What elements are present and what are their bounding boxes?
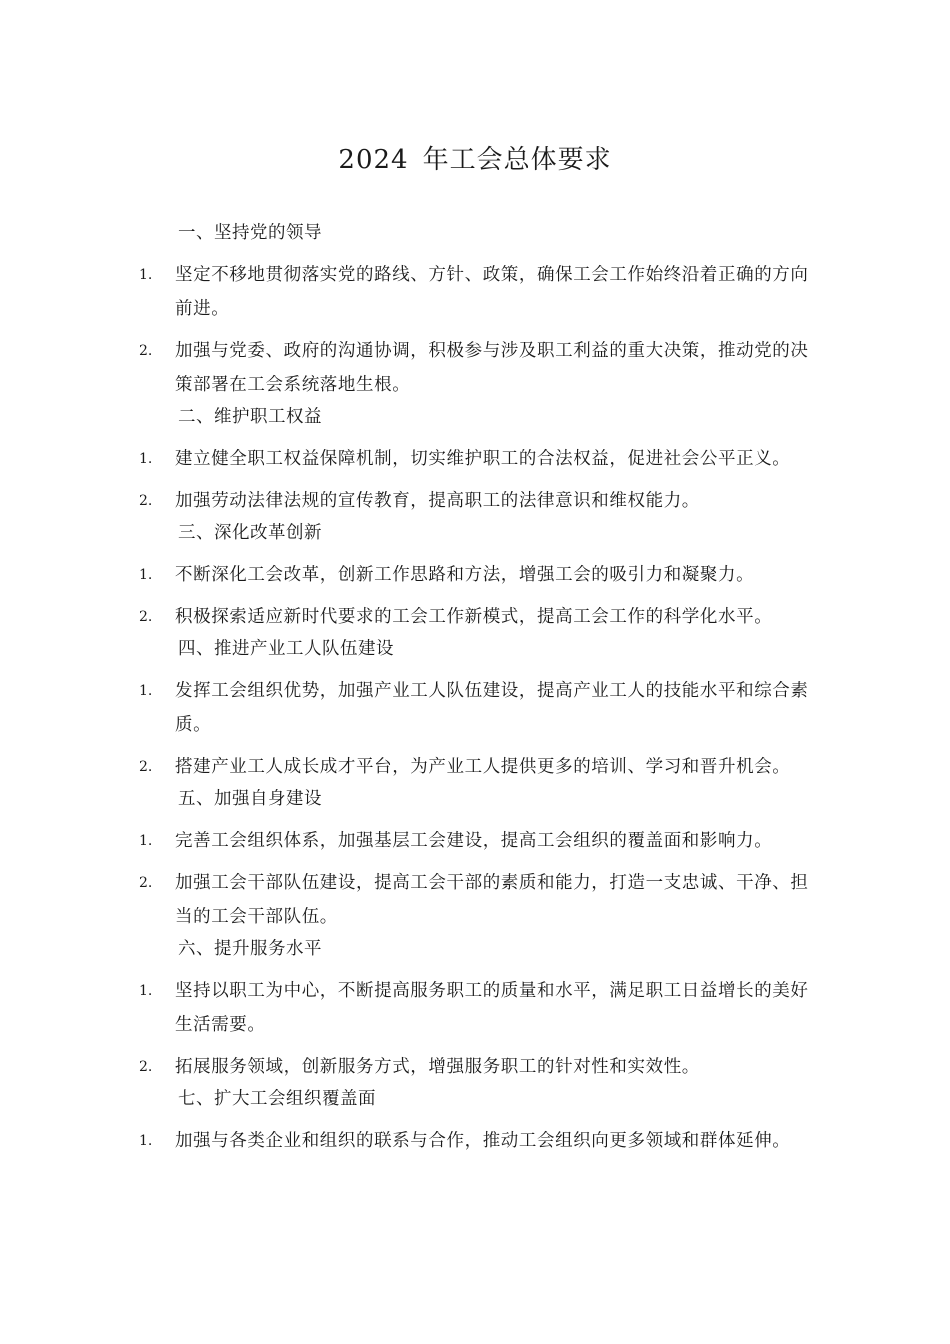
list-item <box>139 334 825 402</box>
list-item-number: 1. <box>139 683 153 699</box>
list-item <box>139 1124 825 1158</box>
list-item <box>139 974 825 1042</box>
list-item <box>139 674 825 742</box>
list-item-text: 搭建产业工人成长成才平台，为产业工人提供更多的培训、学习和晋升机会。 <box>175 757 791 777</box>
document-title <box>0 140 950 180</box>
document-body <box>0 220 950 1158</box>
spacer <box>0 326 950 334</box>
list-item-number: 2. <box>139 875 153 891</box>
list-item-number: 2. <box>139 343 153 359</box>
list-item-number: 2. <box>139 759 153 775</box>
section-heading: 六、提升服务水平 <box>178 939 322 959</box>
spacer <box>0 1112 950 1124</box>
list-item-number: 1. <box>139 451 153 467</box>
list-item-number: 2. <box>139 493 153 509</box>
section-heading: 二、维护职工权益 <box>178 407 322 427</box>
spacer <box>0 1042 950 1050</box>
spacer <box>0 858 950 866</box>
list-item-text: 加强工会干部队伍建设，提高工会干部的素质和能力，打造一支忠诚、干净、担当的工会干部队伍。 <box>175 873 809 927</box>
list-item-text: 加强与党委、政府的沟通协调，积极参与涉及职工利益的重大决策，推动党的决策部署在工会系统落地生根。 <box>175 341 809 395</box>
list-item <box>139 1050 825 1084</box>
list-item <box>139 824 825 858</box>
list-item-text: 加强劳动法律法规的宣传教育，提高职工的法律意识和维权能力。 <box>175 491 700 511</box>
section-heading: 一、坚持党的领导 <box>178 223 322 243</box>
list-item-number: 2. <box>139 1059 153 1075</box>
spacer <box>0 246 950 258</box>
list-item <box>139 600 825 634</box>
list-item-text: 建立健全职工权益保障机制，切实维护职工的合法权益，促进社会公平正义。 <box>175 449 791 469</box>
spacer <box>0 476 950 484</box>
spacer <box>0 742 950 750</box>
list-item <box>139 750 825 784</box>
list-item <box>139 442 825 476</box>
section-heading: 七、扩大工会组织覆盖面 <box>178 1089 376 1109</box>
list-item-number: 1. <box>139 833 153 849</box>
list-item-text: 完善工会组织体系，加强基层工会建设，提高工会组织的覆盖面和影响力。 <box>175 831 773 851</box>
list-item-text: 拓展服务领域，创新服务方式，增强服务职工的针对性和实效性。 <box>175 1057 700 1077</box>
list-item-text: 坚持以职工为中心，不断提高服务职工的质量和水平，满足职工日益增长的美好生活需要。 <box>175 981 809 1035</box>
list-item-number: 1. <box>139 267 153 283</box>
list-item-number: 1. <box>139 983 153 999</box>
section-heading: 四、推进产业工人队伍建设 <box>178 639 394 659</box>
spacer <box>0 430 950 442</box>
section-heading: 五、加强自身建设 <box>178 789 322 809</box>
spacer <box>0 662 950 674</box>
list-item-text: 积极探索适应新时代要求的工会工作新模式，提高工会工作的科学化水平。 <box>175 607 773 627</box>
spacer <box>0 962 950 974</box>
list-item-text: 加强与各类企业和组织的联系与合作，推动工会组织向更多领域和群体延伸。 <box>175 1131 791 1151</box>
spacer <box>0 592 950 600</box>
list-item <box>139 484 825 518</box>
title-text: 年工会总体要求 <box>422 145 612 175</box>
spacer <box>0 812 950 824</box>
list-item-text: 发挥工会组织优势，加强产业工人队伍建设，提高产业工人的技能水平和综合素质。 <box>175 681 809 735</box>
list-item-number: 1. <box>139 1133 153 1149</box>
list-item <box>139 866 825 934</box>
list-item <box>139 258 825 326</box>
list-item <box>139 558 825 592</box>
list-item-number: 2. <box>139 609 153 625</box>
list-item-text: 坚定不移地贯彻落实党的路线、方针、政策，确保工会工作始终沿着正确的方向前进。 <box>175 265 809 319</box>
list-item-text: 不断深化工会改革，创新工作思路和方法，增强工会的吸引力和凝聚力。 <box>175 565 755 585</box>
title-year: 2024 <box>338 145 409 175</box>
spacer <box>0 546 950 558</box>
section-heading: 三、深化改革创新 <box>178 523 322 543</box>
list-item-number: 1. <box>139 567 153 583</box>
